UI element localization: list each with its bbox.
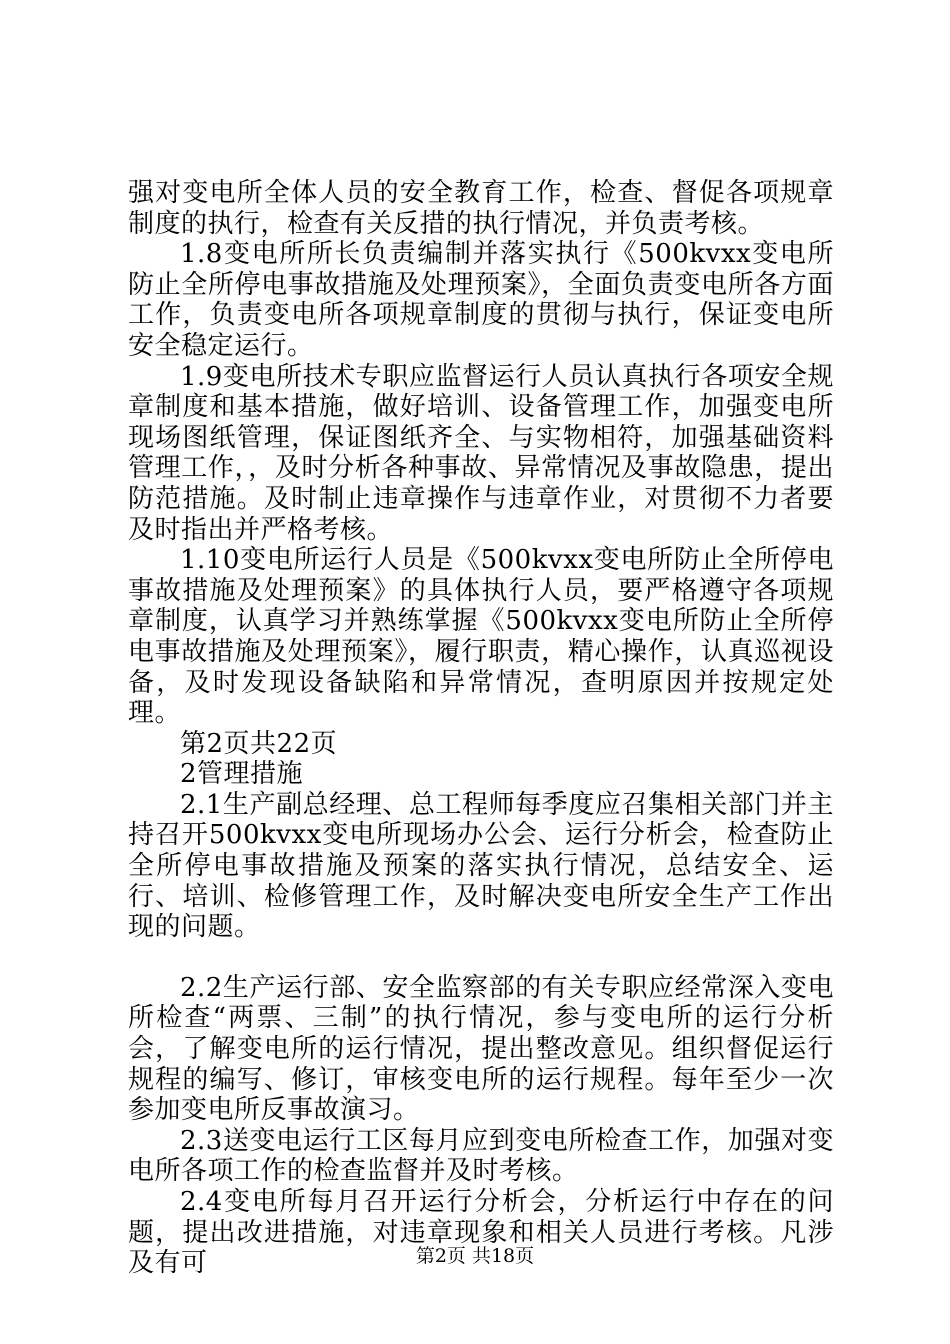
section-heading: 2管理措施 (180, 759, 304, 790)
paragraph-2-2: 2.2生产运行部、安全监察部的有关专职应经常深入变电所检查“两票、三制”的执行情况，参与变电所的运行分析会，了解变电所的运行情况，提出整改意见。组织督促运行规程的编写、修订，审核变电所的运行规程。每年至少一次参加变电所反事故演习。 (128, 972, 834, 1126)
paragraph-2-3: 2.3送变电运行工区每月应到变电所检查工作，加强对变电所各项工作的检查监督并及时考核。 (128, 1125, 834, 1187)
paragraph-continuation: 强对变电所全体人员的安全教育工作，检查、督促各项规章制度的执行，检查有关反措的执行情况，并负责考核。 (128, 178, 834, 239)
document-body (128, 178, 834, 1279)
page-footer: 第2页 共18页 (415, 1245, 535, 1267)
paragraph-1-10: 1.10变电所运行人员是《500kvxx变电所防止全所停电事故措施及处理预案》的具体执行人员，要严格遵守各项规章制度，认真学习并熟练掌握《500kvxx变电所防止全所停电事故措施及处理预案》，履行职责，精心操作，认真巡视设备，及时发现设备缺陷和异常情况，查明原因并按规定处理。 (128, 545, 834, 729)
paragraph-1-9: 1.9变电所技术专职应监督运行人员认真执行各项安全规章制度和基本措施，做好培训、设备管理工作，加强变电所现场图纸管理，保证图纸齐全、与实物相符，加强基础资料管理工作，，及时分析各种事故、异常情况及事故隐患，提出防范措施。及时制止违章操作与违章作业，对贯彻不力者要及时指出并严格考核。 (128, 361, 834, 545)
paragraph-1-8: 1.8变电所所长负责编制并落实执行《500kvxx变电所防止全所停电事故措施及处理预案》，全面负责变电所各方面工作，负责变电所各项规章制度的贯彻与执行，保证变电所安全稳定运行。 (128, 239, 834, 361)
inline-page-marker: 第2页共22页 (180, 728, 338, 759)
paragraph-2-4: 2.4变电所每月召开运行分析会，分析运行中存在的问题，提出改进措施，对违章现象和相关人员进行考核。凡涉及有可 (128, 1187, 834, 1279)
paragraph-2-1: 2.1生产副总经理、总工程师每季度应召集相关部门并主持召开500kvxx变电所现场办公会、运行分析会，检查防止全所停电事故措施及预案的落实执行情况，总结安全、运行、培训、检修管理工作，及时解决变电所安全生产工作出现的问题。 (128, 789, 834, 943)
